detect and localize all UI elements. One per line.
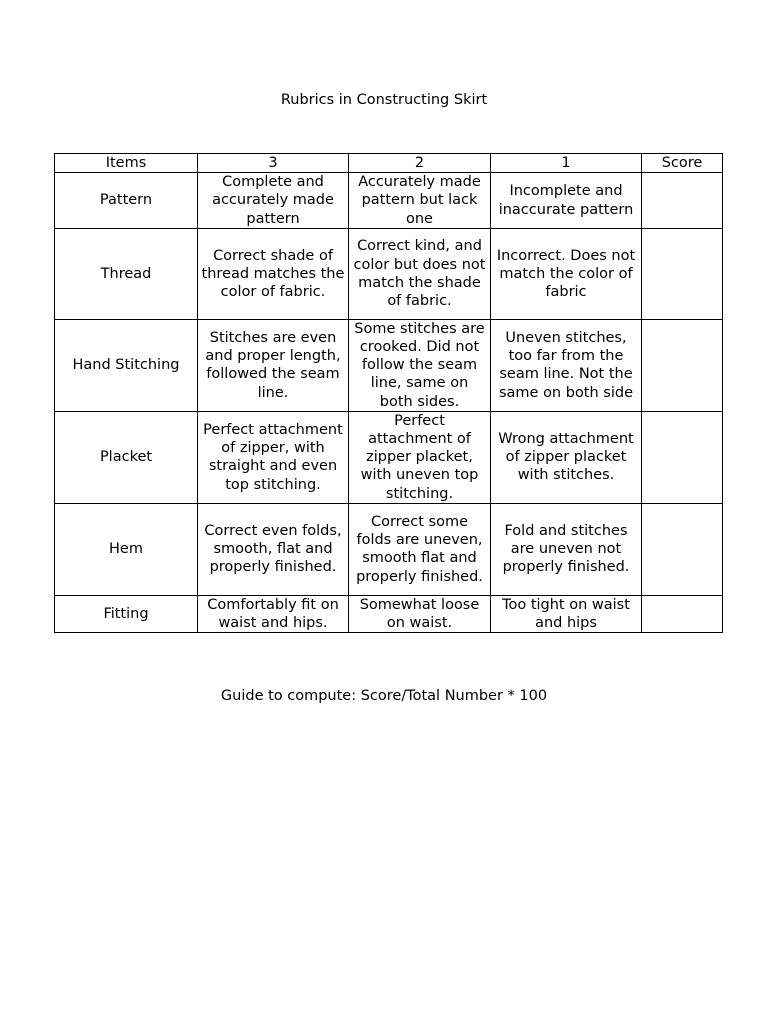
header-level-1: 1	[491, 154, 642, 173]
score-cell	[642, 228, 723, 319]
level-3-cell: Perfect attachment of zipper, with straight and even top stitching.	[198, 411, 349, 503]
level-3-cell: Comfortably fit on waist and hips.	[198, 595, 349, 632]
item-cell: Fitting	[55, 595, 198, 632]
table-row	[55, 411, 723, 503]
header-level-2: 2	[349, 154, 491, 173]
item-cell: Pattern	[55, 173, 198, 229]
table-row	[55, 228, 723, 319]
level-2-cell: Some stitches are crooked. Did not follow the seam line, same on both sides.	[349, 319, 491, 411]
level-1-cell: Uneven stitches, too far from the seam line. Not the same on both side	[491, 319, 642, 411]
header-level-3: 3	[198, 154, 349, 173]
level-2-cell: Correct some folds are uneven, smooth flat and properly finished.	[349, 503, 491, 595]
table-row	[55, 595, 723, 632]
header-row	[55, 154, 723, 173]
level-2-cell: Somewhat loose on waist.	[349, 595, 491, 632]
header-items: Items	[55, 154, 198, 173]
level-1-cell: Fold and stitches are uneven not properly finished.	[491, 503, 642, 595]
level-1-cell: Too tight on waist and hips	[491, 595, 642, 632]
document-title: Rubrics in Constructing Skirt	[280, 92, 488, 108]
table-row	[55, 173, 723, 229]
score-cell	[642, 503, 723, 595]
header-score: Score	[642, 154, 723, 173]
item-cell: Hand Stitching	[55, 319, 198, 411]
rubric-table	[54, 153, 723, 633]
level-3-cell: Correct even folds, smooth, flat and properly finished.	[198, 503, 349, 595]
level-2-cell: Perfect attachment of zipper placket, with uneven top stitching.	[349, 411, 491, 503]
level-3-cell: Correct shade of thread matches the color of fabric.	[198, 228, 349, 319]
level-2-cell: Accurately made pattern but lack one	[349, 173, 491, 229]
score-cell	[642, 173, 723, 229]
level-3-cell: Complete and accurately made pattern	[198, 173, 349, 229]
table-row	[55, 319, 723, 411]
level-1-cell: Incorrect. Does not match the color of fabric	[491, 228, 642, 319]
score-guide: Guide to compute: Score/Total Number * 100	[220, 688, 548, 704]
table-row	[55, 503, 723, 595]
level-2-cell: Correct kind, and color but does not match the shade of fabric.	[349, 228, 491, 319]
item-cell: Hem	[55, 503, 198, 595]
item-cell: Thread	[55, 228, 198, 319]
level-1-cell: Incomplete and inaccurate pattern	[491, 173, 642, 229]
item-cell: Placket	[55, 411, 198, 503]
score-cell	[642, 411, 723, 503]
score-cell	[642, 319, 723, 411]
level-3-cell: Stitches are even and proper length, followed the seam line.	[198, 319, 349, 411]
score-cell	[642, 595, 723, 632]
level-1-cell: Wrong attachment of zipper placket with stitches.	[491, 411, 642, 503]
